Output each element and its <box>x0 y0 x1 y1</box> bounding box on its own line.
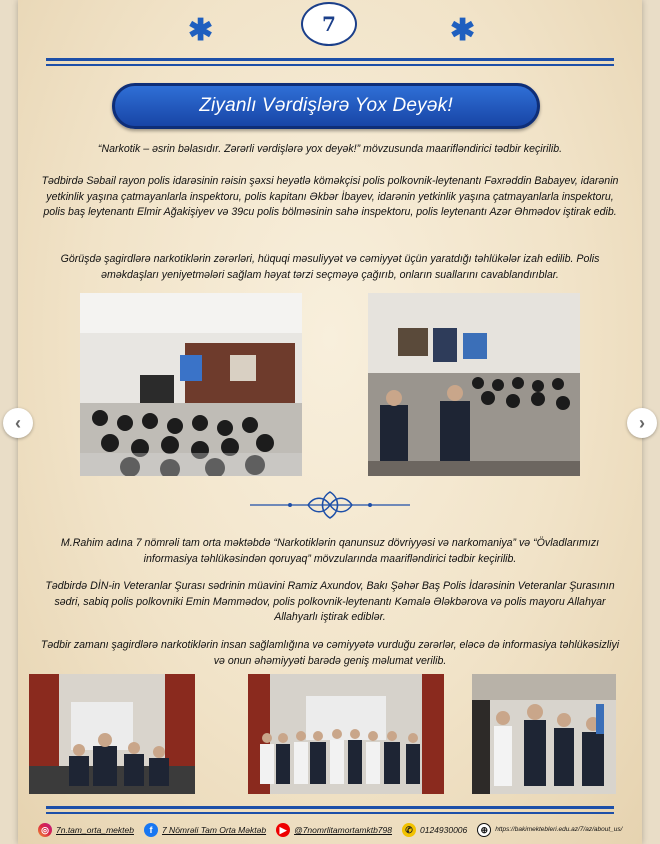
paragraph-school-event: M.Rahim adına 7 nömrəli tam orta məktəbdə “Narkotiklərin qanunsuz dövriyyəsi və narkomaniya” və “Övladlarımızı informasiya təhlükəsindən qoruyaq” mövzularında maarifləndirici tədbir keçirilib. <box>60 537 600 565</box>
header-divider-thin <box>46 64 614 66</box>
paragraph-discussion: Görüşdə şagirdlərə narkotiklərin zərərləri, hüquqi məsuliyyət və cəmiyyət üçün yaratdığı təhlükələr izah edilib. Polis əməkdaşları yeniyetmələri sağlam həyat tərzi seçməyə çağırıb, onların suallarını cavablandırıblar. <box>60 253 600 281</box>
phone-number: 0124930006 <box>419 825 468 835</box>
chevron-left-icon: ‹ <box>15 412 21 433</box>
facebook-handle: 7 Nömrəli Tam Orta Məktəb <box>161 825 267 835</box>
instagram-handle: 7n.tam_orta_mekteb <box>56 825 134 835</box>
header-divider <box>46 58 614 61</box>
phone-icon: ✆ <box>402 823 416 837</box>
previous-arrow-button[interactable] <box>3 408 33 438</box>
page-title: Ziyanlı Vərdişlərə Yox Deyək! <box>199 95 453 116</box>
paragraph-summary: Tədbir zamanı şagirdlərə narkotiklərin insan sağlamlığına və cəmiyyətə vurduğu zərərlər, eləcə də informasiya təhlükəsizliyi və onun əhəmiyyəti barədə geniş məlumat verilib. <box>40 639 620 667</box>
globe-icon: ⊕ <box>477 823 491 837</box>
decorative-ornament-icon <box>250 488 410 522</box>
poster <box>18 0 642 844</box>
event-photo-1[interactable] <box>80 293 302 476</box>
footer-website[interactable] <box>477 823 623 837</box>
star-left-icon: ✱ <box>188 14 214 47</box>
facebook-icon: f <box>144 823 158 837</box>
footer-instagram[interactable] <box>38 823 134 837</box>
logo-number: 7 <box>322 12 336 36</box>
footer-contacts <box>38 820 628 840</box>
event-photo-5[interactable] <box>472 674 616 794</box>
youtube-icon: ▶ <box>276 823 290 837</box>
event-photo-2[interactable] <box>368 293 580 476</box>
paragraph-veterans: Tədbirdə DİN-in Veteranlar Şurası sədrinin müavini Ramiz Axundov, Bakı Şəhər Baş Polis İdarəsinin Veteranlar Şurasının sədri, sabiq polis polkovniki Emin Məmmədov, polis polkovnik-leytenantı Kəmalə Ələkbərova və polis mayoru Allahyar Allahyarlı iştirak ediblər. <box>45 580 615 623</box>
footer-divider <box>46 806 614 809</box>
paragraph-intro: “Narkotik – əsrin bəlasıdır. Zərərli vərdişlərə yox deyək!” mövzusunda maarifləndirici tədbir keçirilib. <box>97 143 563 155</box>
next-arrow-button[interactable] <box>627 408 657 438</box>
school-logo <box>301 2 357 46</box>
footer-divider-thin <box>46 812 614 814</box>
footer-facebook[interactable] <box>144 823 266 837</box>
footer-phone[interactable] <box>402 823 467 837</box>
title-banner <box>112 83 540 129</box>
star-right-icon: ✱ <box>450 14 476 47</box>
paragraph-participants: Tədbirdə Səbail rayon polis idarəsinin rəisin şəxsi heyətlə köməkçisi polis polkovnik-leytenantı Fəxrəddin Babayev, idarənin yetkinlik yaşına çatmayanlarla inspektoru, polis kapitanı Əkbər İbayev, idarənin yetkinlik yaşına çatmayanlarla inspektoru, polis baş leytenantı Elmir Ağakişiyev və 39cu polis bölməsinin sahə inspektoru, polis leytenantı Azər Əhmədov iştirak edib. <box>41 175 619 218</box>
instagram-icon: ◎ <box>38 823 52 837</box>
event-photo-3[interactable] <box>29 674 195 794</box>
footer-youtube[interactable] <box>276 823 392 837</box>
event-photo-4[interactable] <box>248 674 444 794</box>
youtube-handle: @7nomrlitamortamktb798 <box>294 825 392 835</box>
chevron-right-icon: › <box>639 412 645 433</box>
website-url: https://bakimektebleri.edu.az/7/az/about_us/ <box>495 826 623 833</box>
